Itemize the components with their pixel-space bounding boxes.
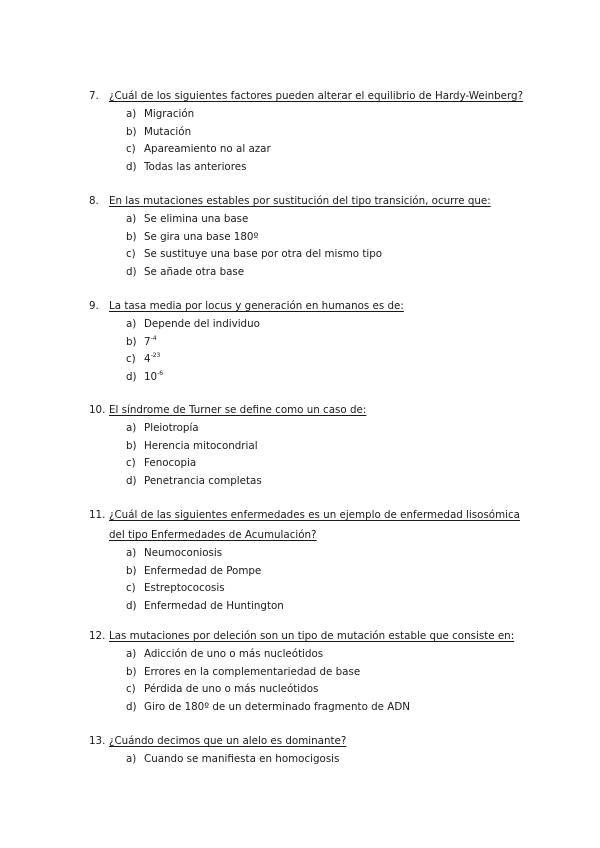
option-letter: c)	[126, 353, 136, 366]
option-c	[126, 141, 529, 159]
option-letter: d)	[126, 700, 137, 713]
option-b	[126, 124, 529, 142]
question-heading	[89, 626, 529, 646]
option-text	[144, 351, 529, 369]
question-13	[89, 731, 529, 769]
option-text: Se elimina una base	[144, 213, 249, 225]
option-c	[126, 455, 529, 473]
options-list	[126, 316, 529, 386]
option-a	[126, 420, 529, 438]
option-d	[126, 598, 529, 616]
option-d	[126, 369, 529, 387]
option-text: Herencia mitocondrial	[144, 439, 258, 452]
question-text: ¿Cuándo decimos que un alelo es dominante?	[109, 735, 347, 747]
option-letter: c)	[126, 683, 136, 696]
question-text: El síndrome de Turner se define como un caso de:	[109, 404, 367, 416]
option-letter: d)	[126, 370, 137, 383]
option-b	[126, 563, 529, 581]
option-letter: a)	[126, 318, 137, 330]
option-d	[126, 264, 529, 282]
option-text: Se añade otra base	[144, 265, 245, 278]
option-text: Migración	[144, 108, 195, 120]
question-10	[89, 400, 529, 490]
option-letter: a)	[126, 753, 137, 765]
question-text: ¿Cuál de las siguientes enfermedades es un ejemplo de enfermedad lisosómica del tipo Enfermedades de Acumulación?	[109, 509, 520, 541]
option-exponent: -6	[157, 369, 164, 377]
option-letter: b)	[126, 665, 137, 678]
option-text: Se sustituye una base por otra del mismo tipo	[144, 248, 383, 261]
question-text: La tasa media por locus y generación en humanos es de:	[109, 300, 404, 312]
option-base: 4	[144, 353, 151, 366]
question-heading	[89, 505, 529, 545]
option-letter: c)	[126, 248, 136, 261]
option-b	[126, 664, 529, 682]
option-a	[126, 545, 529, 563]
option-text: Depende del individuo	[144, 318, 260, 330]
option-letter: a)	[126, 422, 137, 434]
option-c	[126, 681, 529, 699]
option-text: Errores en la complementariedad de base	[144, 665, 361, 678]
option-a	[126, 646, 529, 664]
option-a	[126, 106, 529, 124]
option-letter: b)	[126, 439, 137, 452]
options-list	[126, 646, 529, 716]
option-letter: b)	[126, 230, 137, 243]
option-text: Penetrancia completas	[144, 474, 262, 487]
option-text: Fenocopia	[144, 457, 197, 470]
question-text: Las mutaciones por deleción son un tipo de mutación estable que consiste en:	[109, 630, 515, 642]
option-letter: c)	[126, 582, 136, 595]
options-list	[126, 420, 529, 490]
option-b	[126, 334, 529, 352]
question-8	[89, 191, 529, 281]
option-letter: a)	[126, 108, 137, 120]
option-letter: a)	[126, 648, 137, 660]
option-text	[144, 334, 529, 352]
option-base: 10	[144, 370, 158, 383]
option-text: Mutación	[144, 125, 192, 138]
option-letter: a)	[126, 547, 137, 559]
option-text: Enfermedad de Pompe	[144, 564, 262, 577]
option-c	[126, 351, 529, 369]
option-text	[144, 369, 529, 387]
question-heading	[89, 86, 529, 106]
question-number: 8.	[89, 195, 99, 207]
question-number: 12.	[89, 630, 106, 642]
option-letter: b)	[126, 125, 137, 138]
option-letter: c)	[126, 457, 136, 470]
options-list	[126, 106, 529, 176]
option-text: Apareamiento no al azar	[144, 143, 271, 156]
option-text: Enfermedad de Huntington	[144, 599, 284, 612]
option-a	[126, 211, 529, 229]
option-letter: b)	[126, 335, 137, 348]
option-a	[126, 751, 529, 769]
option-letter: d)	[126, 160, 137, 173]
option-letter: b)	[126, 564, 137, 577]
option-c	[126, 246, 529, 264]
options-list	[126, 545, 529, 615]
option-text: Adicción de uno o más nucleótidos	[144, 648, 324, 660]
option-base: 7	[144, 335, 151, 348]
option-exponent: -4	[150, 334, 157, 342]
option-text: Pérdida de uno o más nucleótidos	[144, 683, 319, 696]
question-heading	[89, 191, 529, 211]
question-12	[89, 626, 529, 716]
option-letter: c)	[126, 143, 136, 156]
option-letter: d)	[126, 474, 137, 487]
option-d	[126, 159, 529, 177]
option-text: Cuando se manifiesta en homocigosis	[144, 753, 340, 765]
option-text: Todas las anteriores	[144, 160, 247, 173]
option-text: Pleiotropía	[144, 422, 199, 434]
option-b	[126, 438, 529, 456]
question-7	[89, 86, 529, 176]
options-list	[126, 211, 529, 281]
option-text: Giro de 180º de un determinado fragmento de ADN	[144, 700, 410, 713]
option-letter: a)	[126, 213, 137, 225]
option-letter: d)	[126, 599, 137, 612]
option-text: Neumoconiosis	[144, 547, 223, 559]
option-text: Se gira una base 180º	[144, 230, 259, 243]
option-d	[126, 699, 529, 717]
option-c	[126, 580, 529, 598]
question-text: En las mutaciones estables por sustitución del tipo transición, ocurre que:	[109, 195, 491, 207]
option-d	[126, 473, 529, 491]
question-number: 13.	[89, 735, 106, 747]
option-b	[126, 229, 529, 247]
option-letter: d)	[126, 265, 137, 278]
question-heading	[89, 400, 529, 420]
question-number: 9.	[89, 300, 99, 312]
question-heading	[89, 731, 529, 751]
option-exponent: -23	[150, 352, 161, 360]
question-number: 7.	[89, 90, 99, 102]
question-9	[89, 296, 529, 386]
option-text: Estreptococosis	[144, 582, 225, 595]
question-11	[89, 505, 529, 615]
question-text: ¿Cuál de los siguientes factores pueden alterar el equilibrio de Hardy-Weinberg?	[109, 90, 524, 102]
option-a	[126, 316, 529, 334]
question-number: 10.	[89, 404, 106, 416]
question-heading	[89, 296, 529, 316]
options-list	[126, 751, 529, 769]
question-number: 11.	[89, 509, 106, 521]
